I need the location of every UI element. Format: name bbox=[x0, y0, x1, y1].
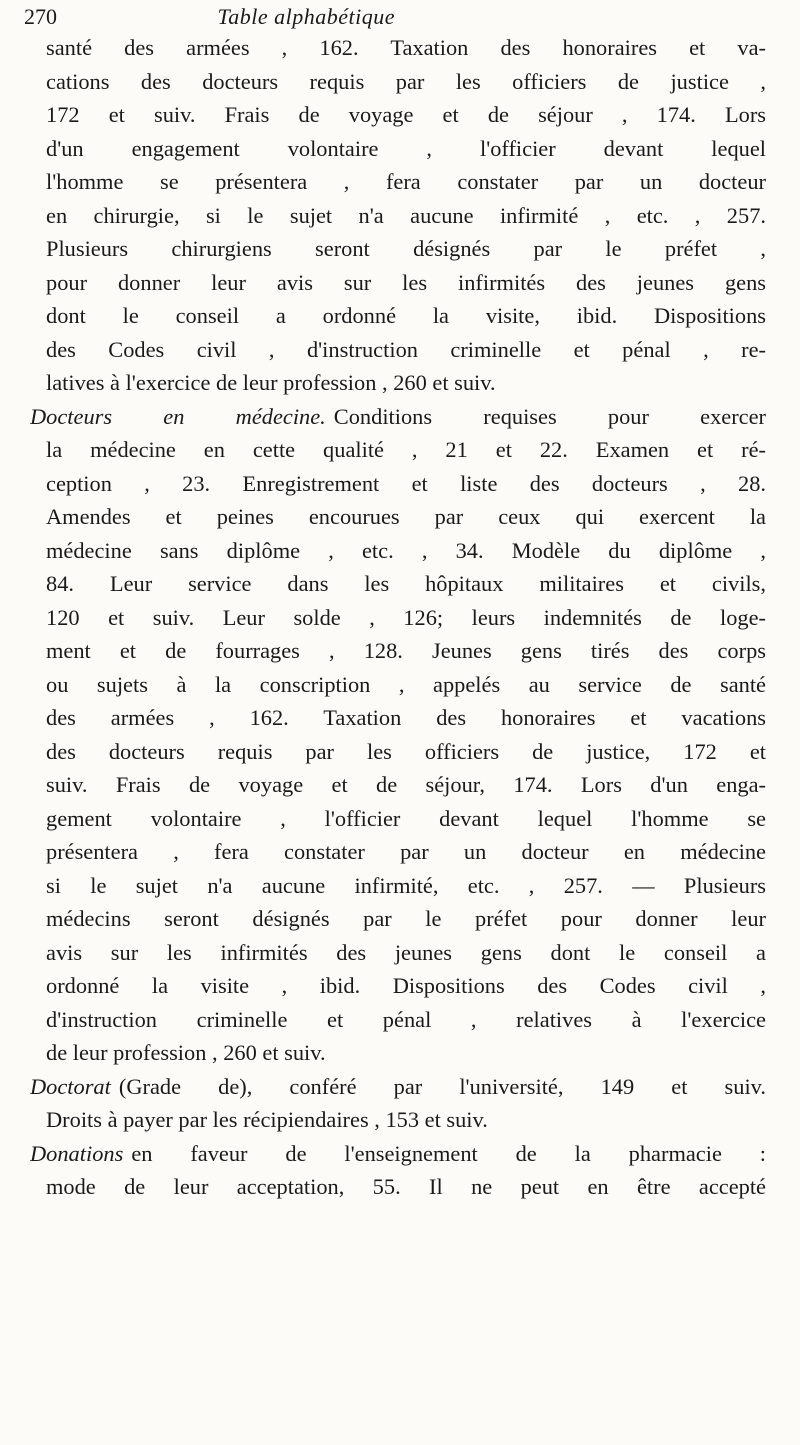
entry-term: Docteurs en médecine. bbox=[30, 403, 326, 429]
line-text: mode de leur acceptation, 55. Il ne peut en être accepté bbox=[46, 1174, 766, 1199]
text-line bbox=[46, 433, 766, 467]
text-line bbox=[46, 601, 766, 635]
line-text: cations des docteurs requis par les officiers de justice , bbox=[46, 68, 766, 94]
text-line bbox=[46, 232, 766, 266]
line-text: pour donner leur avis sur les infirmités des jeunes gens bbox=[46, 269, 766, 295]
line-text: 120 et suiv. Leur solde , 126; leurs indemnités de loge- bbox=[46, 604, 766, 630]
text-line bbox=[46, 98, 766, 132]
line-text: l'homme se présentera , fera constater par un docteur bbox=[46, 169, 766, 194]
entry-term: Doctorat bbox=[30, 1073, 111, 1099]
text-line bbox=[46, 1170, 766, 1204]
text-line bbox=[46, 500, 766, 534]
line-text: latives à l'exercice de leur profession , 260 et suiv. bbox=[46, 370, 496, 395]
text-line bbox=[30, 1137, 766, 1171]
text-line bbox=[46, 1003, 766, 1037]
text-line bbox=[46, 266, 766, 300]
line-text: ou sujets à la conscription , appelés au service de santé bbox=[46, 671, 766, 697]
line-text: d'instruction criminelle et pénal , relatives à l'exercice bbox=[46, 1006, 766, 1032]
text-line bbox=[46, 869, 766, 903]
text-line bbox=[46, 634, 766, 668]
text-line bbox=[30, 1070, 766, 1104]
index-entry bbox=[30, 1137, 766, 1204]
text-line bbox=[46, 902, 766, 936]
index-text bbox=[30, 31, 766, 1204]
text-line bbox=[46, 31, 766, 65]
line-text: présentera , fera constater par un docteur en médecine bbox=[46, 839, 766, 864]
text-line bbox=[46, 768, 766, 802]
line-text: ception , 23. Enregistrement et liste des docteurs , 28. bbox=[46, 470, 766, 496]
line-text: médecins seront désignés par le préfet pour donner leur bbox=[46, 906, 766, 931]
line-text: (Grade de), conféré par l'université, 149 et suiv. bbox=[118, 1073, 766, 1099]
line-text: de leur profession , 260 et suiv. bbox=[46, 1040, 326, 1065]
line-text: Amendes et peines encourues par ceux qui exercent la bbox=[46, 504, 766, 529]
line-text: en faveur de l'enseignement de la pharmacie : bbox=[131, 1140, 766, 1166]
text-line bbox=[46, 132, 766, 166]
text-line bbox=[46, 467, 766, 501]
line-text: des docteurs requis par les officiers de justice, 172 et bbox=[46, 738, 766, 764]
line-text: si le sujet n'a aucune infirmité, etc. , 257. — Plusieurs bbox=[46, 872, 766, 898]
text-line bbox=[46, 333, 766, 367]
text-line bbox=[46, 199, 766, 233]
text-line bbox=[30, 400, 766, 434]
text-line bbox=[46, 936, 766, 970]
line-text: en chirurgie, si le sujet n'a aucune infirmité , etc. , 257. bbox=[46, 202, 766, 228]
text-line bbox=[46, 299, 766, 333]
line-text: la médecine en cette qualité , 21 et 22. Examen et ré- bbox=[46, 437, 766, 462]
line-text: avis sur les infirmités des jeunes gens dont le conseil a bbox=[46, 939, 766, 965]
line-text: Droits à payer par les récipiendaires , 153 et suiv. bbox=[46, 1107, 488, 1132]
text-line bbox=[46, 567, 766, 601]
line-text: santé des armées , 162. Taxation des honoraires et va- bbox=[46, 35, 766, 60]
line-text: suiv. Frais de voyage et de séjour, 174. Lors d'un enga- bbox=[46, 772, 766, 797]
text-line bbox=[46, 65, 766, 99]
line-text: Plusieurs chirurgiens seront désignés par le préfet , bbox=[46, 236, 766, 261]
line-text: des Codes civil , d'instruction criminelle et pénal , re- bbox=[46, 336, 766, 362]
text-line bbox=[46, 701, 766, 735]
line-text: gement volontaire , l'officier devant lequel l'homme se bbox=[46, 805, 766, 831]
index-entry bbox=[30, 1070, 766, 1137]
text-line bbox=[46, 534, 766, 568]
entry-term: Donations bbox=[30, 1140, 124, 1166]
line-text: 172 et suiv. Frais de voyage et de séjour , 174. Lors bbox=[46, 102, 766, 127]
line-text: médecine sans diplôme , etc. , 34. Modèle du diplôme , bbox=[46, 537, 766, 563]
line-text: ordonné la visite , ibid. Dispositions des Codes civil , bbox=[46, 973, 766, 998]
text-line bbox=[46, 735, 766, 769]
line-text: dont le conseil a ordonné la visite, ibid. Dispositions bbox=[46, 303, 766, 328]
text-line bbox=[46, 835, 766, 869]
line-text: ment et de fourrages , 128. Jeunes gens tirés des corps bbox=[46, 638, 766, 663]
line-text: des armées , 162. Taxation des honoraires et vacations bbox=[46, 705, 766, 730]
line-text: 84. Leur service dans les hôpitaux militaires et civils, bbox=[46, 571, 766, 596]
text-line bbox=[46, 668, 766, 702]
text-line bbox=[46, 802, 766, 836]
running-head bbox=[24, 0, 744, 34]
text-line bbox=[46, 366, 766, 400]
line-text: d'un engagement volontaire , l'officier devant lequel bbox=[46, 135, 766, 161]
page-number: 270 bbox=[24, 4, 57, 29]
text-line bbox=[46, 165, 766, 199]
index-entry bbox=[30, 400, 766, 1070]
running-title: Table alphabétique bbox=[217, 4, 395, 29]
text-line bbox=[46, 969, 766, 1003]
text-line bbox=[46, 1103, 766, 1137]
text-line bbox=[46, 1036, 766, 1070]
line-text: Conditions requises pour exercer bbox=[333, 403, 766, 429]
index-entry bbox=[46, 31, 766, 400]
